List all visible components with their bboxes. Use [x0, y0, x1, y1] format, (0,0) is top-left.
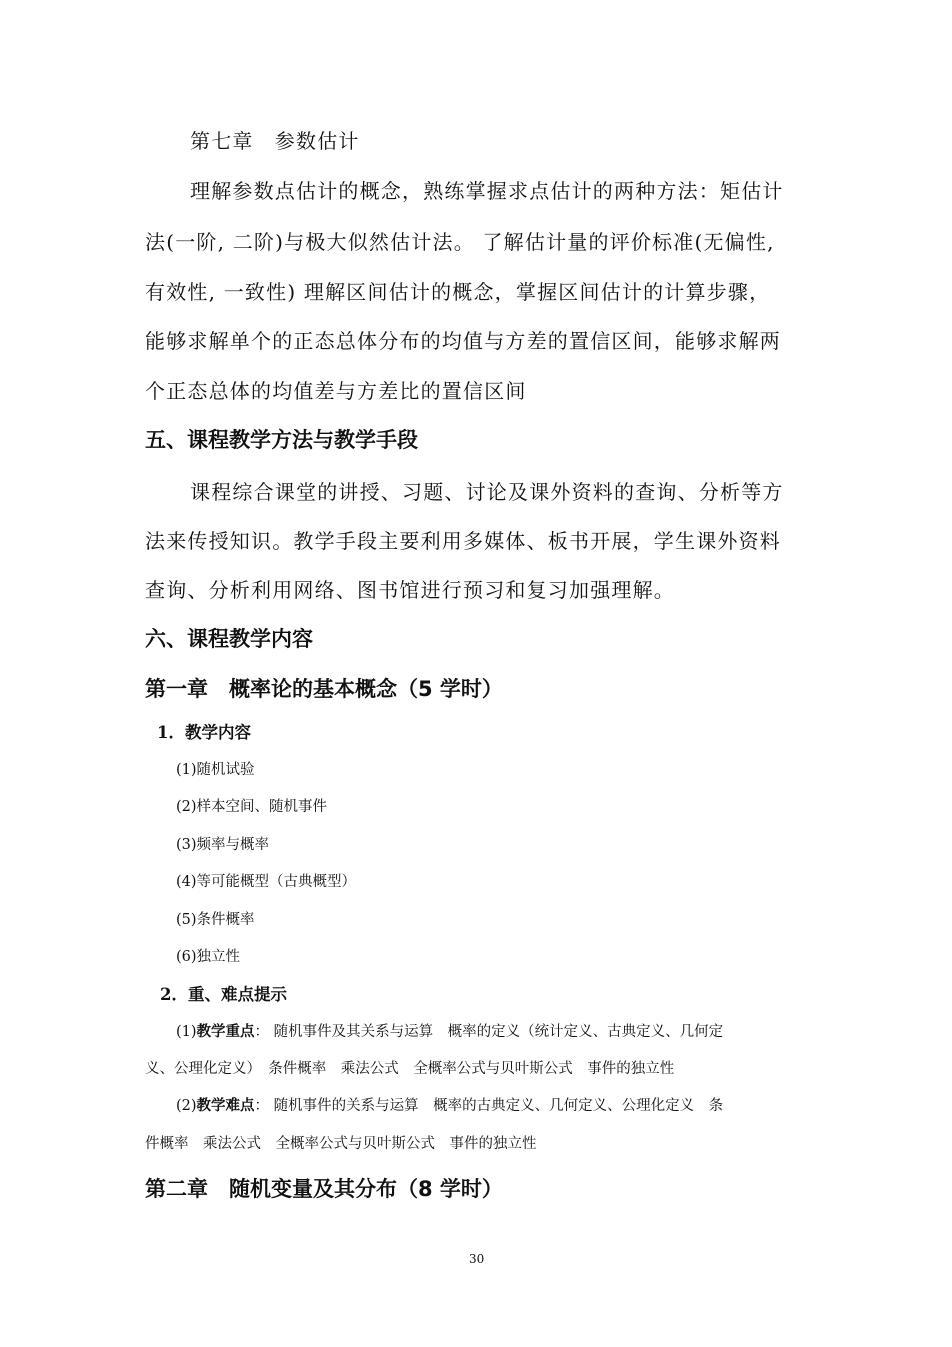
key-points-line-2: 义、公理化定义） 条件概率 乘法公式 全概率公式与贝叶斯公式 事件的独立性	[145, 1061, 675, 1077]
difficult-points-text: ： 随机事件的关系与运算 概率的古典定义、几何定义、公理化定义 条	[254, 1098, 724, 1114]
key-points-prefix: (1)	[176, 1024, 197, 1040]
chapter7-line-4: 能够求解单个的正态总体分布的均值与方差的置信区间，能够求解两	[145, 329, 781, 353]
section6-heading: 六、课程教学内容	[145, 627, 313, 651]
content-item-5: (5)条件概率	[176, 912, 255, 928]
key-points-text: ： 随机事件及其关系与运算 概率的定义（统计定义、古典定义、几何定	[254, 1024, 724, 1040]
content-item-6: (6)独立性	[176, 949, 241, 965]
difficult-points-line-2: 件概率 乘法公式 全概率公式与贝叶斯公式 事件的独立性	[145, 1136, 537, 1152]
content-item-1: (1)随机试验	[176, 762, 255, 778]
section5-line-3: 查询、分析利用网络、图书馆进行预习和复习加强理解。	[145, 578, 675, 602]
section5-line-2: 法来传授知识。教学手段主要利用多媒体、板书开展，学生课外资料	[145, 529, 781, 553]
page-number: 30	[469, 1252, 485, 1266]
chapter1-title: 第一章 概率论的基本概念（5 学时）	[145, 677, 503, 701]
chapter7-title: 第七章 参数估计	[190, 129, 360, 153]
key-points-line-1	[176, 1025, 723, 1040]
content-item-4: (4)等可能概型（古典概型）	[176, 874, 357, 890]
difficult-points-prefix: (2)	[176, 1098, 197, 1114]
chapter2-title: 第二章 随机变量及其分布（8 学时）	[145, 1177, 503, 1201]
chapter7-line-1: 理解参数点估计的概念，熟练掌握求点估计的两种方法：矩估计	[190, 179, 784, 203]
difficult-points-label: 教学难点	[196, 1097, 255, 1114]
section5-heading: 五、课程教学方法与教学手段	[145, 428, 418, 452]
section5-line-1: 课程综合课堂的讲授、习题、讨论及课外资料的查询、分析等方	[190, 480, 784, 504]
chapter7-line-2: 法(一阶, 二阶)与极大似然估计法。 了解估计量的评价标准(无偏性,	[145, 230, 775, 254]
key-points-label: 教学重点	[196, 1023, 255, 1040]
chapter7-line-3: 有效性, 一致性) 理解区间估计的概念，掌握区间估计的计算步骤，	[145, 280, 771, 304]
content-heading: 1．教学内容	[157, 723, 251, 742]
difficult-points-line-1	[176, 1099, 723, 1114]
keypoints-heading: 2．重、难点提示	[160, 985, 287, 1004]
content-item-3: (3)频率与概率	[176, 837, 270, 853]
content-item-2: (2)样本空间、随机事件	[176, 799, 328, 815]
chapter7-line-5: 个正态总体的均值差与方差比的置信区间	[145, 379, 527, 403]
